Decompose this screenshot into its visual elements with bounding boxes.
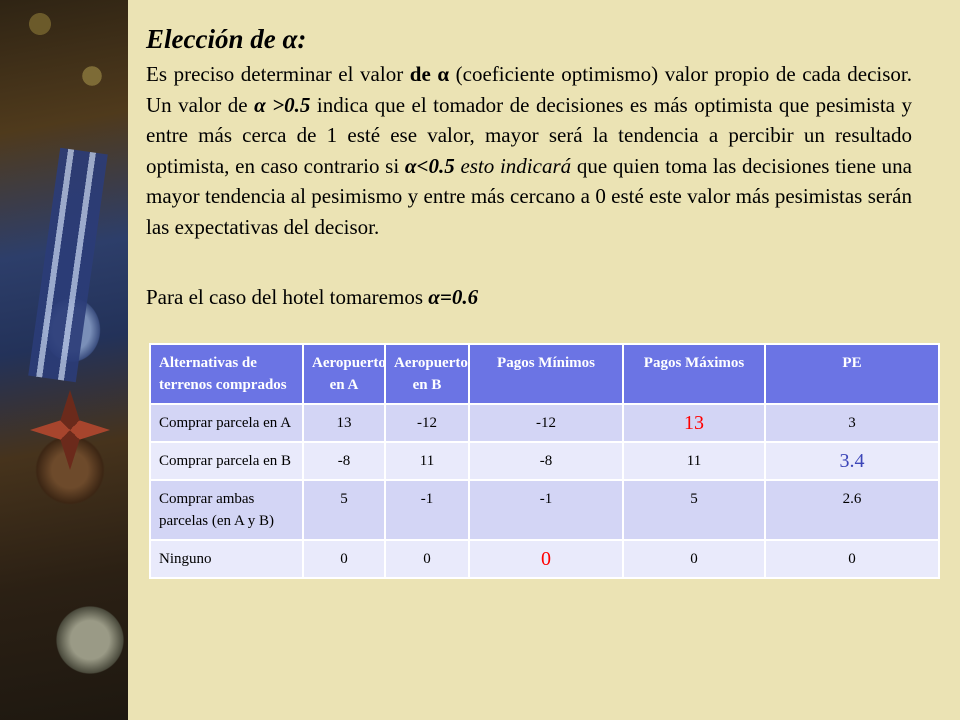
table-header-row xyxy=(150,344,939,404)
table-cell: 5 xyxy=(303,480,385,540)
table-cell-highlighted: 13 xyxy=(623,404,765,442)
column-header: PE xyxy=(765,344,939,404)
slide-heading: Elección de α: xyxy=(146,24,307,54)
table-cell: -8 xyxy=(469,442,623,480)
table-row xyxy=(150,442,939,480)
decorative-photo-strip xyxy=(0,0,128,720)
table-cell: 2.6 xyxy=(765,480,939,540)
table-cell: 5 xyxy=(623,480,765,540)
table-cell: 13 xyxy=(303,404,385,442)
decision-table xyxy=(149,343,940,579)
column-header: Pagos Mínimos xyxy=(469,344,623,404)
case-line-text: Para el caso del hotel tomaremos xyxy=(146,285,429,309)
table-cell: Comprar ambas parcelas (en A y B) xyxy=(150,480,303,540)
table-cell: -8 xyxy=(303,442,385,480)
column-header: Aeropuerto en B xyxy=(385,344,469,404)
table-cell: 0 xyxy=(385,540,469,578)
table-cell: 0 xyxy=(623,540,765,578)
table-row xyxy=(150,480,939,540)
table-cell: Comprar parcela en B xyxy=(150,442,303,480)
table-cell-highlighted: 0 xyxy=(469,540,623,578)
case-line xyxy=(146,285,478,310)
paragraph-text: Es preciso determinar el valor xyxy=(146,62,410,86)
table-row xyxy=(150,540,939,578)
table-cell: Comprar parcela en A xyxy=(150,404,303,442)
table-cell: -1 xyxy=(385,480,469,540)
paragraph-text: indica que el tomador de decisiones es más optimista que pesimista y entre más cerca de 1 esté ese valor, mayor será la tendencia a percibir un resultado optimista, en caso contrario si xyxy=(146,92,912,178)
paragraph-alpha-lt: α<0.5 xyxy=(404,153,455,178)
table-cell: -12 xyxy=(469,404,623,442)
table-cell: 3 xyxy=(765,404,939,442)
medal-cross-image xyxy=(30,390,110,470)
medal-ribbon-image xyxy=(28,148,108,382)
table-cell: 0 xyxy=(303,540,385,578)
paragraph-alpha-gt: α >0.5 xyxy=(254,92,311,117)
column-header: Pagos Máximos xyxy=(623,344,765,404)
paragraph-text: que quien toma las decisiones tiene una mayor tendencia al pesimismo y entre más cercano a 0 esté este valor más pesimistas serán las expectativas del decisor. xyxy=(146,153,912,239)
table-cell: 11 xyxy=(623,442,765,480)
table-row xyxy=(150,404,939,442)
paragraph-text: (coeficiente optimismo) valor propio de cada decisor. Un valor de xyxy=(146,62,912,117)
case-line-alpha: α=0.6 xyxy=(428,285,479,309)
table-cell: -12 xyxy=(385,404,469,442)
column-header: Alternativas de terrenos comprados xyxy=(150,344,303,404)
explanation-paragraph xyxy=(146,59,912,243)
table-cell: 11 xyxy=(385,442,469,480)
table-cell: 0 xyxy=(765,540,939,578)
paragraph-italic-text: esto indicará xyxy=(454,153,572,178)
table-cell: Ninguno xyxy=(150,540,303,578)
paragraph-alpha-term: de α xyxy=(409,62,450,86)
table-cell: -1 xyxy=(469,480,623,540)
table-cell-highlighted: 3.4 xyxy=(765,442,939,480)
column-header: Aeropuerto en A xyxy=(303,344,385,404)
